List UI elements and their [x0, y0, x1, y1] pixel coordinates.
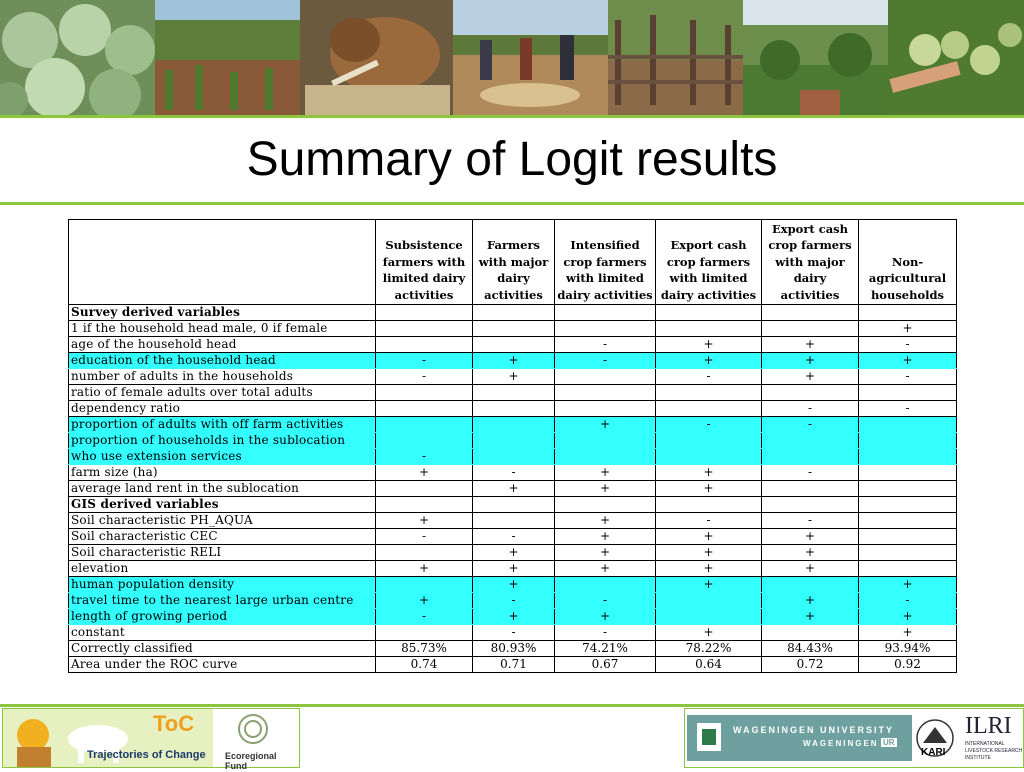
result-cell: 0.64 [656, 657, 762, 673]
result-cell: + [376, 465, 473, 481]
table-row [69, 593, 957, 609]
result-cell: + [656, 577, 762, 593]
column-header: Export cash crop farmers with limited dairy activities [656, 220, 762, 305]
section-header-row [69, 305, 957, 321]
result-cell [473, 417, 555, 433]
ilri-text: ILRI [965, 713, 1012, 739]
result-cell [859, 465, 957, 481]
variable-label: length of growing period [69, 609, 376, 625]
result-cell: - [762, 417, 859, 433]
variable-label: elevation [69, 561, 376, 577]
result-cell: + [762, 529, 859, 545]
result-cell: + [473, 577, 555, 593]
column-header: Intensified crop farmers with limited dairy activities [555, 220, 656, 305]
result-cell: + [656, 337, 762, 353]
logit-results-table [68, 219, 957, 673]
result-cell: + [555, 465, 656, 481]
slide-title: Summary of Logit results [246, 133, 778, 186]
table-row [69, 577, 957, 593]
result-cell [555, 497, 656, 513]
result-cell: - [656, 417, 762, 433]
result-cell: + [762, 545, 859, 561]
result-cell: 78.22% [656, 641, 762, 657]
result-cell [859, 561, 957, 577]
table-header-row [69, 220, 957, 305]
photo-banner [0, 0, 1024, 115]
result-cell [473, 401, 555, 417]
result-cell: 0.92 [859, 657, 957, 673]
variable-label: Correctly classified [69, 641, 376, 657]
kari-text: KARI [921, 747, 946, 758]
result-cell [555, 433, 656, 449]
result-cell: + [762, 561, 859, 577]
ilri-sub1: INTERNATIONAL [965, 741, 1005, 747]
result-cell: + [555, 417, 656, 433]
result-cell [656, 385, 762, 401]
result-cell [762, 481, 859, 497]
result-cell: + [473, 353, 555, 369]
variable-label: average land rent in the sublocation [69, 481, 376, 497]
result-cell [376, 497, 473, 513]
table-row [69, 353, 957, 369]
result-cell [376, 337, 473, 353]
result-cell [376, 433, 473, 449]
variable-label: Soil characteristic CEC [69, 529, 376, 545]
variable-label: Soil characteristic RELI [69, 545, 376, 561]
table-row [69, 369, 957, 385]
result-cell: 93.94% [859, 641, 957, 657]
result-cell: 85.73% [376, 641, 473, 657]
table-row [69, 385, 957, 401]
variable-label: travel time to the nearest large urban centre [69, 593, 376, 609]
variable-label: Survey derived variables [69, 305, 376, 321]
result-cell [473, 305, 555, 321]
result-cell: - [473, 625, 555, 641]
result-cell [555, 401, 656, 417]
result-cell: + [762, 369, 859, 385]
result-cell [762, 433, 859, 449]
variable-label: human population density [69, 577, 376, 593]
photo-cabbages [0, 0, 155, 115]
result-cell: - [473, 465, 555, 481]
result-cell [859, 481, 957, 497]
result-cell [376, 305, 473, 321]
result-cell [473, 497, 555, 513]
result-cell: - [473, 593, 555, 609]
result-cell [656, 593, 762, 609]
result-cell [376, 321, 473, 337]
result-cell: + [859, 577, 957, 593]
result-cell: + [656, 561, 762, 577]
result-cell [656, 449, 762, 465]
result-cell: - [376, 529, 473, 545]
result-cell: - [555, 593, 656, 609]
result-cell: + [555, 529, 656, 545]
result-cell: - [555, 337, 656, 353]
result-cell: + [656, 481, 762, 497]
table-row [69, 481, 957, 497]
result-cell: - [859, 401, 957, 417]
result-cell [762, 577, 859, 593]
result-cell: + [762, 353, 859, 369]
result-cell: + [473, 369, 555, 385]
result-cell: 0.74 [376, 657, 473, 673]
result-cell: - [376, 609, 473, 625]
column-header: Export cash crop farmers with major dairy activities [762, 220, 859, 305]
result-cell: + [859, 625, 957, 641]
result-cell: + [555, 513, 656, 529]
result-cell [859, 449, 957, 465]
result-cell: - [376, 353, 473, 369]
result-cell [376, 385, 473, 401]
toc-logo-text: ToC [153, 711, 195, 736]
result-cell [762, 497, 859, 513]
result-cell: + [656, 529, 762, 545]
result-cell: - [376, 449, 473, 465]
result-cell [656, 401, 762, 417]
column-header: Non-agricultural households [859, 220, 957, 305]
column-header: Subsistence farmers with limited dairy activities [376, 220, 473, 305]
result-cell: 0.72 [762, 657, 859, 673]
result-cell [762, 625, 859, 641]
variable-label: who use extension services [69, 449, 376, 465]
result-cell: + [762, 609, 859, 625]
variable-label: Soil characteristic PH_AQUA [69, 513, 376, 529]
variable-label: Area under the ROC curve [69, 657, 376, 673]
photo-fence [608, 0, 743, 115]
result-cell [656, 497, 762, 513]
partner-logos-right [684, 708, 1024, 768]
result-cell [859, 305, 957, 321]
banner-photos [0, 0, 1024, 115]
result-cell [656, 609, 762, 625]
result-cell: - [859, 337, 957, 353]
result-cell: + [859, 321, 957, 337]
result-cell: - [473, 529, 555, 545]
photo-cow [300, 0, 453, 115]
result-cell: + [555, 609, 656, 625]
result-cell [762, 321, 859, 337]
photo-hills [743, 0, 888, 115]
result-cell [473, 337, 555, 353]
result-cell [555, 385, 656, 401]
result-cell: + [762, 593, 859, 609]
result-cell: + [376, 513, 473, 529]
table-row [69, 321, 957, 337]
variable-label: 1 if the household head male, 0 if female [69, 321, 376, 337]
result-cell [859, 385, 957, 401]
result-cell [762, 305, 859, 321]
result-cell: 0.71 [473, 657, 555, 673]
variable-label: education of the household head [69, 353, 376, 369]
result-cell [376, 417, 473, 433]
result-cell: 0.67 [555, 657, 656, 673]
result-cell: + [656, 353, 762, 369]
result-cell [656, 321, 762, 337]
result-cell: + [555, 481, 656, 497]
farmer-figure-icon [17, 719, 49, 751]
banner-rule [0, 115, 1024, 118]
result-cell: + [656, 545, 762, 561]
result-cell [762, 449, 859, 465]
result-cell [473, 321, 555, 337]
partner-logos-left [2, 708, 300, 771]
result-cell: - [376, 369, 473, 385]
result-cell: - [762, 465, 859, 481]
table-row [69, 641, 957, 657]
table-row [69, 401, 957, 417]
result-cell: 84.43% [762, 641, 859, 657]
result-cell [859, 417, 957, 433]
photo-fruit [888, 0, 1024, 115]
result-cell: + [473, 561, 555, 577]
variable-label: ratio of female adults over total adults [69, 385, 376, 401]
result-cell [473, 385, 555, 401]
result-cell: - [656, 513, 762, 529]
wur-line1: WAGENINGEN UNIVERSITY [733, 725, 895, 735]
result-cell [555, 577, 656, 593]
result-cell: + [376, 561, 473, 577]
result-cell: + [555, 561, 656, 577]
result-cell: + [473, 481, 555, 497]
footer-rule [0, 704, 1024, 707]
table-row [69, 545, 957, 561]
result-cell: - [656, 369, 762, 385]
result-cell [859, 433, 957, 449]
column-header: Farmers with major dairy activities [473, 220, 555, 305]
section-header-row [69, 497, 957, 513]
table-row [69, 465, 957, 481]
result-cell: 74.21% [555, 641, 656, 657]
table-body [69, 305, 957, 673]
result-cell [376, 577, 473, 593]
result-cell: + [656, 625, 762, 641]
photo-field [155, 0, 300, 115]
ilri-sub2: LIVESTOCK RESEARCH [965, 748, 1023, 754]
table-row [69, 609, 957, 625]
table-row [69, 417, 957, 433]
result-cell [762, 385, 859, 401]
wur-badge: UR [883, 738, 895, 747]
result-cell [473, 513, 555, 529]
result-cell: + [656, 465, 762, 481]
result-cell: - [555, 353, 656, 369]
result-cell [859, 545, 957, 561]
table-row [69, 337, 957, 353]
result-cell: - [859, 369, 957, 385]
variable-label: proportion of households in the sublocation [69, 433, 376, 449]
result-cell [859, 513, 957, 529]
variable-label: number of adults in the households [69, 369, 376, 385]
title-rule [0, 202, 1024, 205]
result-cell: + [555, 545, 656, 561]
result-cell [859, 529, 957, 545]
ilri-sub3: INSTITUTE [965, 755, 991, 761]
result-cell [376, 625, 473, 641]
result-cell: - [555, 625, 656, 641]
result-cell [376, 401, 473, 417]
variable-label: proportion of adults with off farm activities [69, 417, 376, 433]
result-cell: - [762, 401, 859, 417]
result-cell [376, 545, 473, 561]
table-row [69, 657, 957, 673]
variable-label: GIS derived variables [69, 497, 376, 513]
table-row [69, 529, 957, 545]
variable-label: farm size (ha) [69, 465, 376, 481]
result-cell: + [473, 609, 555, 625]
result-cell: + [859, 609, 957, 625]
photo-farmers [453, 0, 608, 115]
result-cell: + [376, 593, 473, 609]
toc-caption: Trajectories of Change [87, 749, 206, 761]
table-row [69, 625, 957, 641]
result-cell: - [859, 593, 957, 609]
header-blank [69, 220, 376, 305]
result-cell [473, 449, 555, 465]
result-cell [555, 369, 656, 385]
variable-label: dependency ratio [69, 401, 376, 417]
result-cell [656, 433, 762, 449]
result-cell: 80.93% [473, 641, 555, 657]
variable-label: constant [69, 625, 376, 641]
result-cell [859, 497, 957, 513]
result-cell: + [762, 337, 859, 353]
variable-label: age of the household head [69, 337, 376, 353]
result-cell [656, 305, 762, 321]
result-cell: - [762, 513, 859, 529]
wur-line2: WAGENINGEN [803, 739, 879, 748]
table-row [69, 433, 957, 449]
table-row [69, 513, 957, 529]
table-row [69, 561, 957, 577]
ecoregional-caption: Ecoregional Fund [225, 751, 277, 771]
result-cell [376, 481, 473, 497]
result-cell [555, 449, 656, 465]
result-cell: + [473, 545, 555, 561]
result-cell [555, 321, 656, 337]
table-row [69, 449, 957, 465]
result-cell [555, 305, 656, 321]
result-cell [473, 433, 555, 449]
result-cell: + [859, 353, 957, 369]
